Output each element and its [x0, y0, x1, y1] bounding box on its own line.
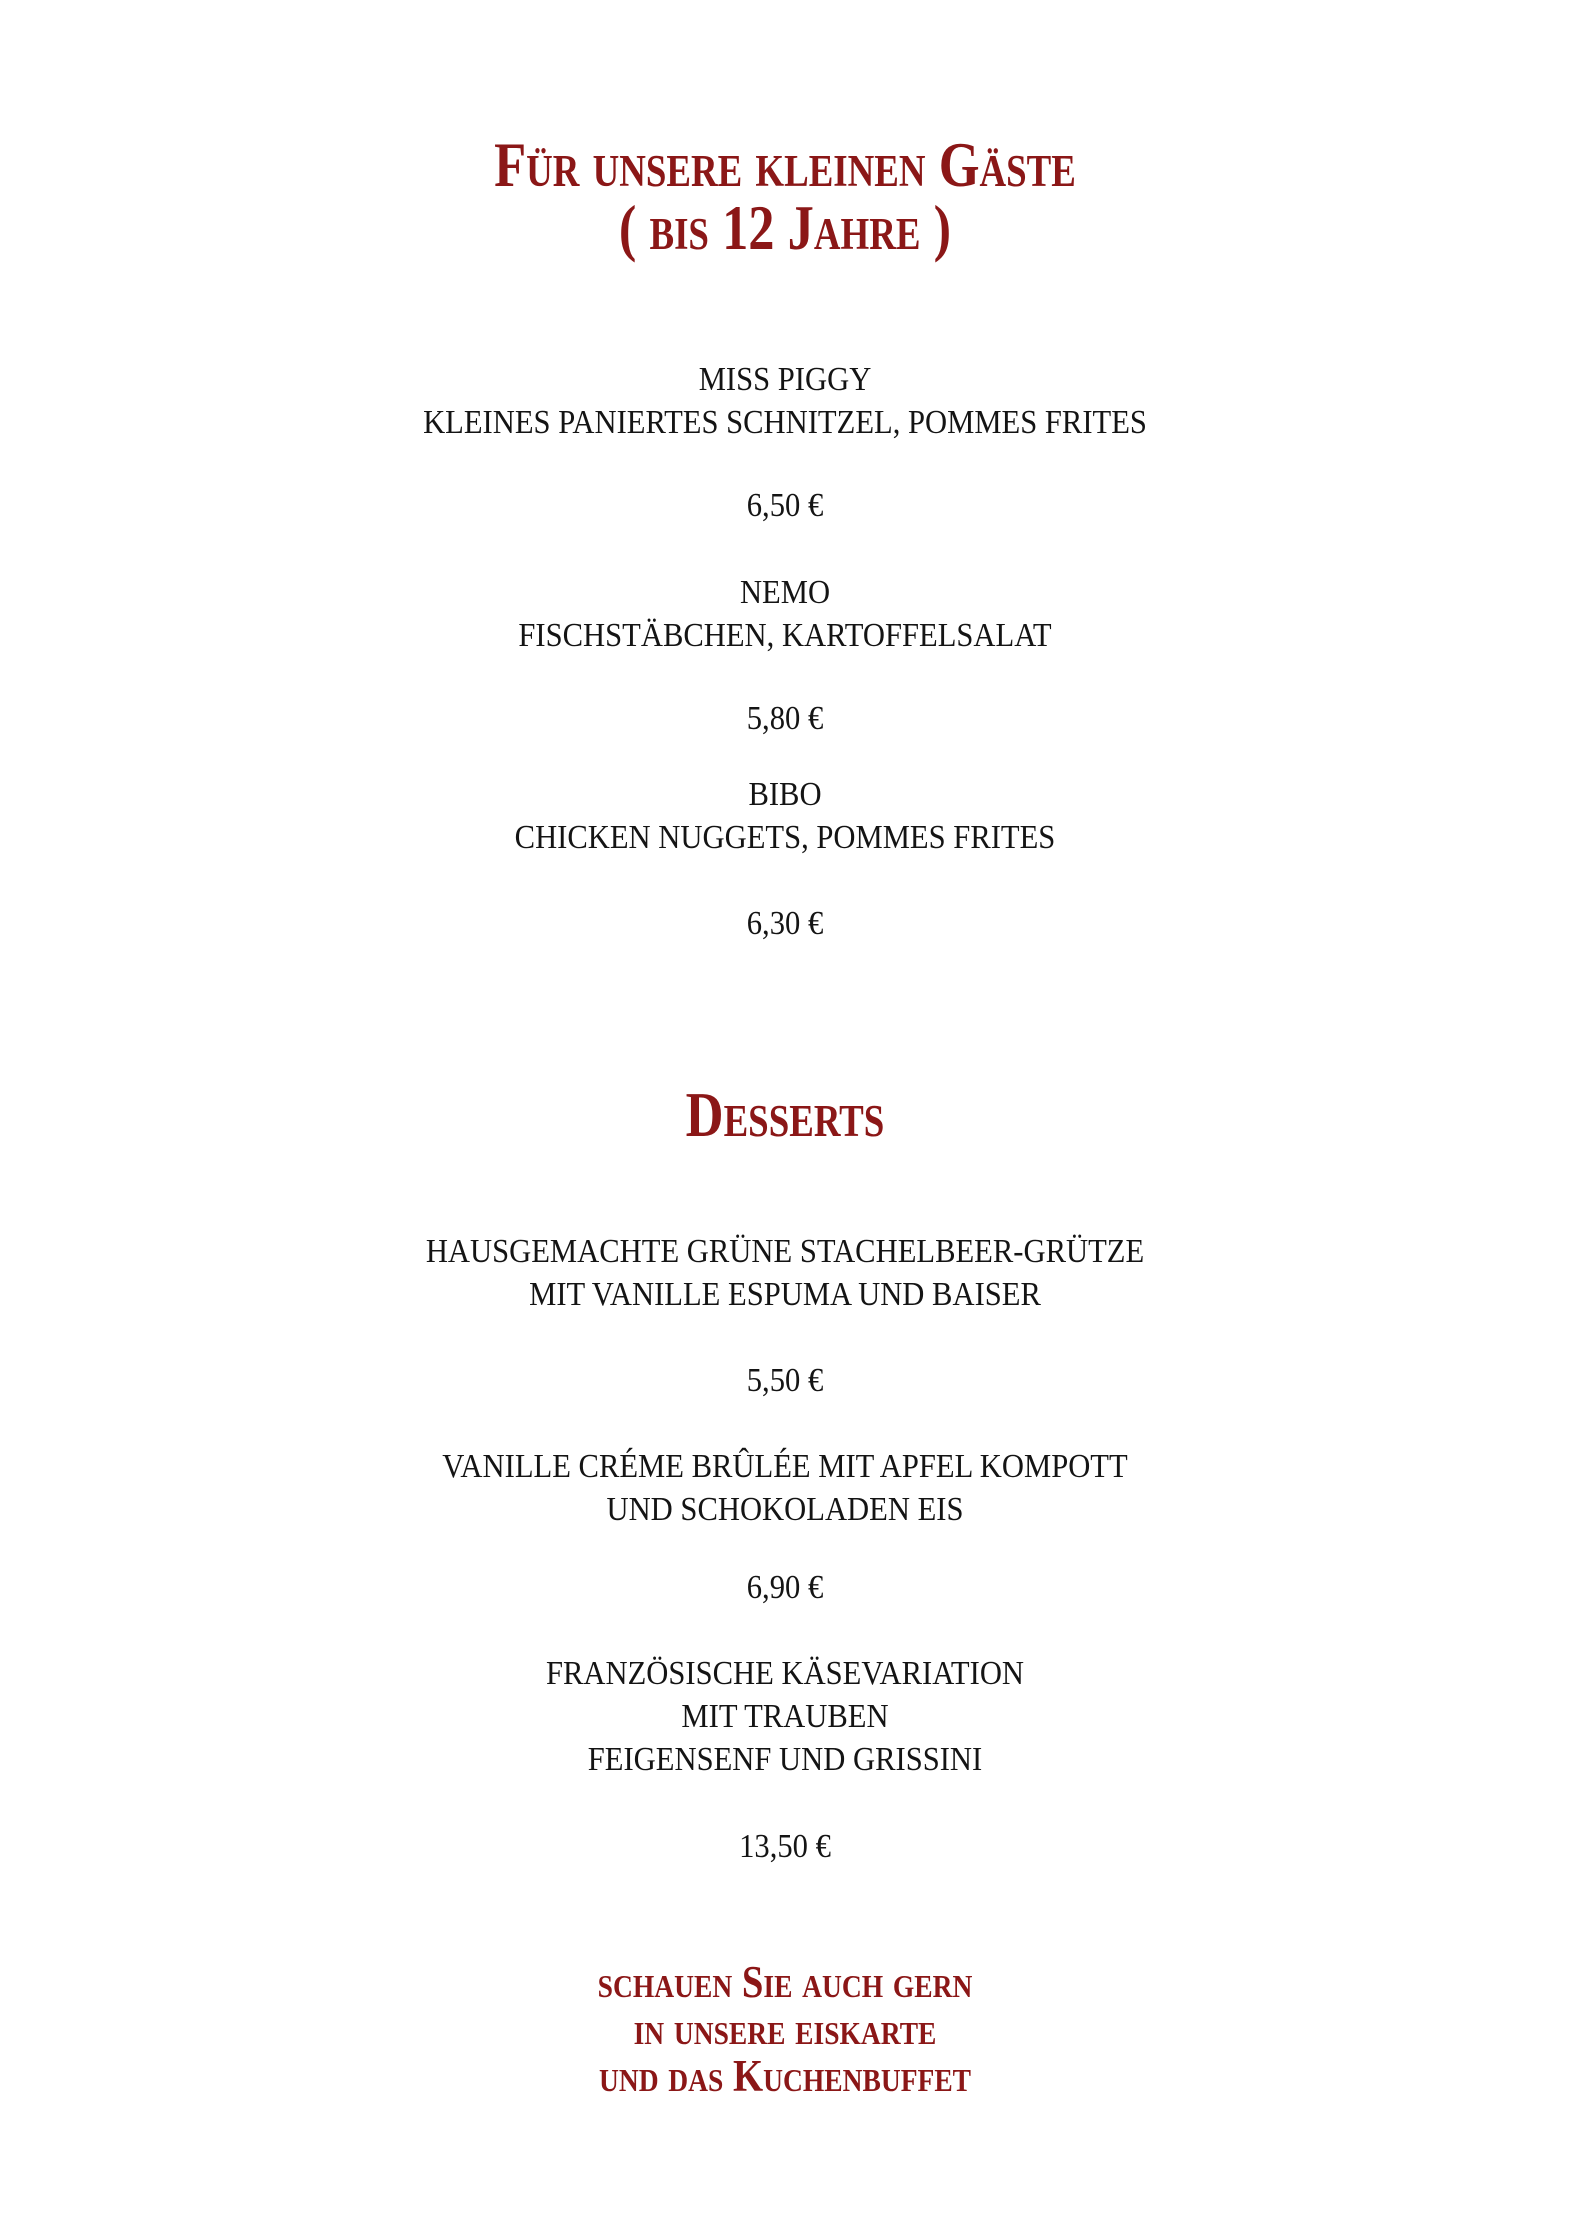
- kids-menu-section: [0, 358, 1570, 945]
- item-description: VANILLE CRÉME BRÛLÉE MIT APFEL KOMPOTT: [442, 1448, 1128, 1485]
- item-description: FRANZÖSISCHE KÄSEVARIATION: [545, 1655, 1025, 1692]
- item-description: CHICKEN NUGGETS, POMMES FRITES: [514, 819, 1056, 856]
- item-name: BIBO: [748, 776, 822, 813]
- item-description: MIT VANILLE ESPUMA UND BAISER: [529, 1276, 1041, 1313]
- menu-item-nemo: [0, 571, 1570, 740]
- item-name: NEMO: [739, 574, 831, 611]
- page-title-line-1: Für unsere kleinen Gäste: [494, 129, 1076, 200]
- desserts-section: [0, 1230, 1570, 1868]
- menu-item-bibo: [0, 773, 1570, 945]
- item-price: 5,80 €: [746, 700, 824, 737]
- item-price: 13,50 €: [739, 1828, 831, 1865]
- footer-note-line-2: in unsere eiskarte: [633, 2004, 937, 2054]
- menu-item-miss-piggy: [0, 358, 1570, 527]
- menu-header: [0, 129, 1570, 263]
- item-description: UND SCHOKOLADEN EIS: [606, 1491, 964, 1528]
- page-title-line-2: ( bis 12 Jahre ): [618, 192, 952, 263]
- item-price: 6,90 €: [746, 1569, 824, 1606]
- menu-item-kaesevariation: [0, 1652, 1570, 1868]
- item-name: MISS PIGGY: [698, 361, 872, 398]
- item-price: 6,30 €: [746, 905, 824, 942]
- item-price: 6,50 €: [746, 487, 824, 524]
- item-description: MIT TRAUBEN: [681, 1698, 889, 1735]
- item-price: 5,50 €: [746, 1362, 824, 1399]
- item-description: KLEINES PANIERTES SCHNITZEL, POMMES FRITES: [423, 404, 1147, 441]
- desserts-heading: Desserts: [685, 1079, 885, 1150]
- menu-item-stachelbeer-gruetze: [0, 1230, 1570, 1402]
- footer-note-line-3: und das Kuchenbuffet: [598, 2051, 972, 2101]
- item-description: FEIGENSENF UND GRISSINI: [587, 1741, 983, 1778]
- menu-footer: [0, 1959, 1570, 2100]
- menu-item-creme-brulee: [0, 1445, 1570, 1609]
- item-description: HAUSGEMACHTE GRÜNE STACHELBEER-GRÜTZE: [425, 1233, 1145, 1270]
- item-description: FISCHSTÄBCHEN, KARTOFFELSALAT: [518, 617, 1052, 654]
- footer-note-line-1: schauen Sie auch gern: [597, 1957, 973, 2007]
